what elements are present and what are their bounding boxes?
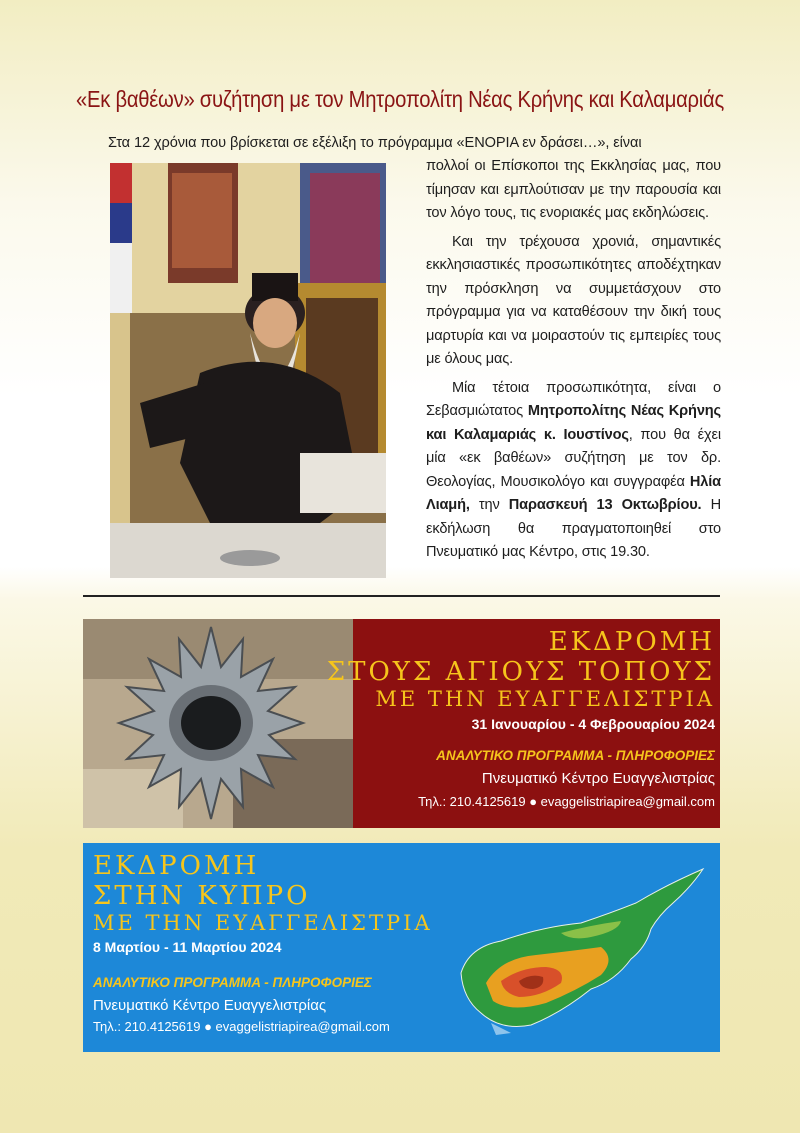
- p3-text-g: Η εκδήλωση θα πραγματοποιηθεί στο Πνευματικό μας Κέντρο, στις 19.30.: [426, 497, 721, 560]
- ad2-title-line3: ΜΕ ΤΗΝ ΕΥΑΓΓΕΛΙΣΤΡΙΑ: [93, 911, 433, 935]
- paragraph-2: Και την τρέχουσα χρονιά, σημαντικές εκκλησιαστικές προσωπικότητες αποδέχτηκαν την πρόσκληση να συμμετάσχουν στο πρόγραμμα για να καταθέσουν την δική τους μαρτυρία και να μοιραστούν τις εμπειρίες τους με όλους μας.: [426, 233, 721, 367]
- holy-land-trip-ad: [83, 619, 720, 828]
- article-column: [426, 155, 721, 565]
- ad2-dates: 8 Μαρτίου - 11 Μαρτίου 2024: [93, 939, 282, 955]
- cyprus-ad-text: [83, 843, 483, 1052]
- p3-text-a: Μία τέτοια προσωπικότητα, είναι ο Σεβασμιώτατος: [426, 379, 721, 419]
- p3-guest: Ηλία Λιαμή,: [426, 473, 721, 513]
- paragraph-3: [426, 377, 721, 565]
- ad1-title-line1: ΕΚΔΡΟΜΗ: [548, 627, 715, 657]
- cyprus-trip-ad: [83, 843, 720, 1052]
- ad2-title-line1: ΕΚΔΡΟΜΗ: [93, 851, 260, 881]
- holy-land-star-photo: [83, 619, 353, 828]
- ad1-title-line2: ΣΤΟΥΣ ΑΓΙΟΥΣ ΤΟΠΟΥΣ: [326, 657, 715, 687]
- ad1-program: ΑΝΑΛΥΤΙΚΟ ΠΡΟΓΡΑΜΜΑ - ΠΛΗΡΟΦΟΡΙΕΣ: [436, 748, 715, 763]
- ad1-contact: Τηλ.: 210.4125619 ● evaggelistriapirea@gmail.com: [418, 794, 715, 809]
- metropolitan-photo: [110, 163, 386, 578]
- article-title: «Εκ βαθέων» συζήτηση με τον Μητροπολίτη Νέας Κρήνης και Καλαμαριάς: [76, 86, 724, 112]
- ad2-title-line2: ΣΤΗΝ ΚΥΠΡΟ: [93, 881, 311, 911]
- ad2-center: Πνευματικό Κέντρο Ευαγγελιστρίας: [93, 997, 327, 1014]
- ad2-contact: Τηλ.: 210.4125619 ● evaggelistriapirea@gmail.com: [93, 1019, 390, 1034]
- paragraph-1: πολλοί οι Επίσκοποι της Εκκλησίας μας, που τίμησαν και εμπλούτισαν με την παρουσία και τον λόγο τους, τις ενοριακές μας εκδηλώσεις.: [426, 158, 721, 221]
- ad1-title-line3: ΜΕ ΤΗΝ ΕΥΑΓΓΕΛΙΣΤΡΙΑ: [375, 687, 715, 711]
- p3-text-c: , που θα έχει μία «εκ βαθέων» συζήτηση με τον δρ. Θεολογίας, Μουσικολόγο και συγγραφέα: [426, 426, 722, 490]
- p3-metropolitan: Μητροπολίτης Νέας Κρήνης και Καλαμαριάς κ. Ιουστίνος: [426, 403, 721, 443]
- p3-text-e: την: [469, 497, 509, 513]
- article-first-line: Στα 12 χρόνια που βρίσκεται σε εξέλιξη το πρόγραμμα «ΕΝΟΡΙΑ εν δράσει…», είναι: [108, 135, 642, 151]
- holy-land-ad-text: [326, 619, 715, 828]
- ad1-dates: 31 Ιανουαρίου - 4 Φεβρουαρίου 2024: [471, 716, 715, 732]
- cyprus-map: [441, 863, 716, 1043]
- p3-date: Παρασκευή 13 Οκτωβρίου.: [508, 497, 702, 513]
- ad2-program: ΑΝΑΛΥΤΙΚΟ ΠΡΟΓΡΑΜΜΑ - ΠΛΗΡΟΦΟΡΙΕΣ: [93, 975, 372, 990]
- divider: [83, 595, 720, 597]
- ad1-center: Πνευματικό Κέντρο Ευαγγελιστρίας: [481, 770, 715, 787]
